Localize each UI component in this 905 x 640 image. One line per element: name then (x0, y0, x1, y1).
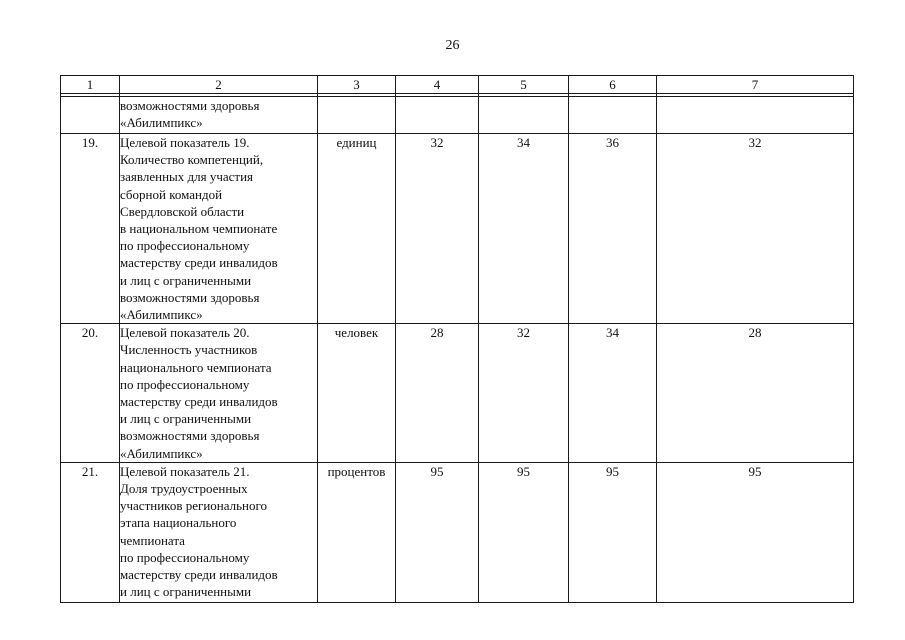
column-header-7: 7 (657, 76, 854, 94)
indicator-name: Целевой показатель 21. Доля трудоустроенных участников регионального этапа национального чемпионата по профессиональному мастерству среди инвалидов и лиц с ограниченными (120, 462, 318, 602)
value-col5: 34 (479, 134, 569, 324)
table-row (61, 324, 854, 463)
value-col6 (569, 97, 657, 134)
value-col6: 95 (569, 462, 657, 602)
row-number: 21. (61, 462, 120, 602)
value-col6: 34 (569, 324, 657, 463)
unit-cell: процентов (318, 462, 396, 602)
indicator-name: Целевой показатель 19. Количество компетенций, заявленных для участия сборной командой Свердловской области в национальном чемпионате по профессиональному мастерству среди инвалидов и лиц с ограниченными возможностями здоровья «Абилимпикс» (120, 134, 318, 324)
column-number-row (61, 76, 854, 94)
row-number (61, 97, 120, 134)
column-header-1: 1 (61, 76, 120, 94)
indicator-name: Целевой показатель 20. Численность участников национального чемпионата по профессиональному мастерству среди инвалидов и лиц с ограниченными возможностями здоровья «Абилимпикс» (120, 324, 318, 463)
indicator-name: возможностями здоровья «Абилимпикс» (120, 97, 318, 134)
value-col7 (657, 97, 854, 134)
column-header-3: 3 (318, 76, 396, 94)
value-col7: 95 (657, 462, 854, 602)
value-col6: 36 (569, 134, 657, 324)
row-number: 20. (61, 324, 120, 463)
value-col7: 28 (657, 324, 854, 463)
value-col4: 95 (396, 462, 479, 602)
table-row (61, 134, 854, 324)
row-number: 19. (61, 134, 120, 324)
unit-cell: человек (318, 324, 396, 463)
column-header-2: 2 (120, 76, 318, 94)
value-col5: 95 (479, 462, 569, 602)
indicator-table (60, 75, 854, 603)
value-col5 (479, 97, 569, 134)
column-header-4: 4 (396, 76, 479, 94)
value-col4: 28 (396, 324, 479, 463)
value-col4: 32 (396, 134, 479, 324)
value-col5: 32 (479, 324, 569, 463)
column-header-5: 5 (479, 76, 569, 94)
column-header-6: 6 (569, 76, 657, 94)
page-number: 26 (445, 38, 460, 53)
table-row (61, 462, 854, 602)
unit-cell: единиц (318, 134, 396, 324)
value-col7: 32 (657, 134, 854, 324)
table-row-continuation (61, 97, 854, 134)
value-col4 (396, 97, 479, 134)
unit-cell (318, 97, 396, 134)
